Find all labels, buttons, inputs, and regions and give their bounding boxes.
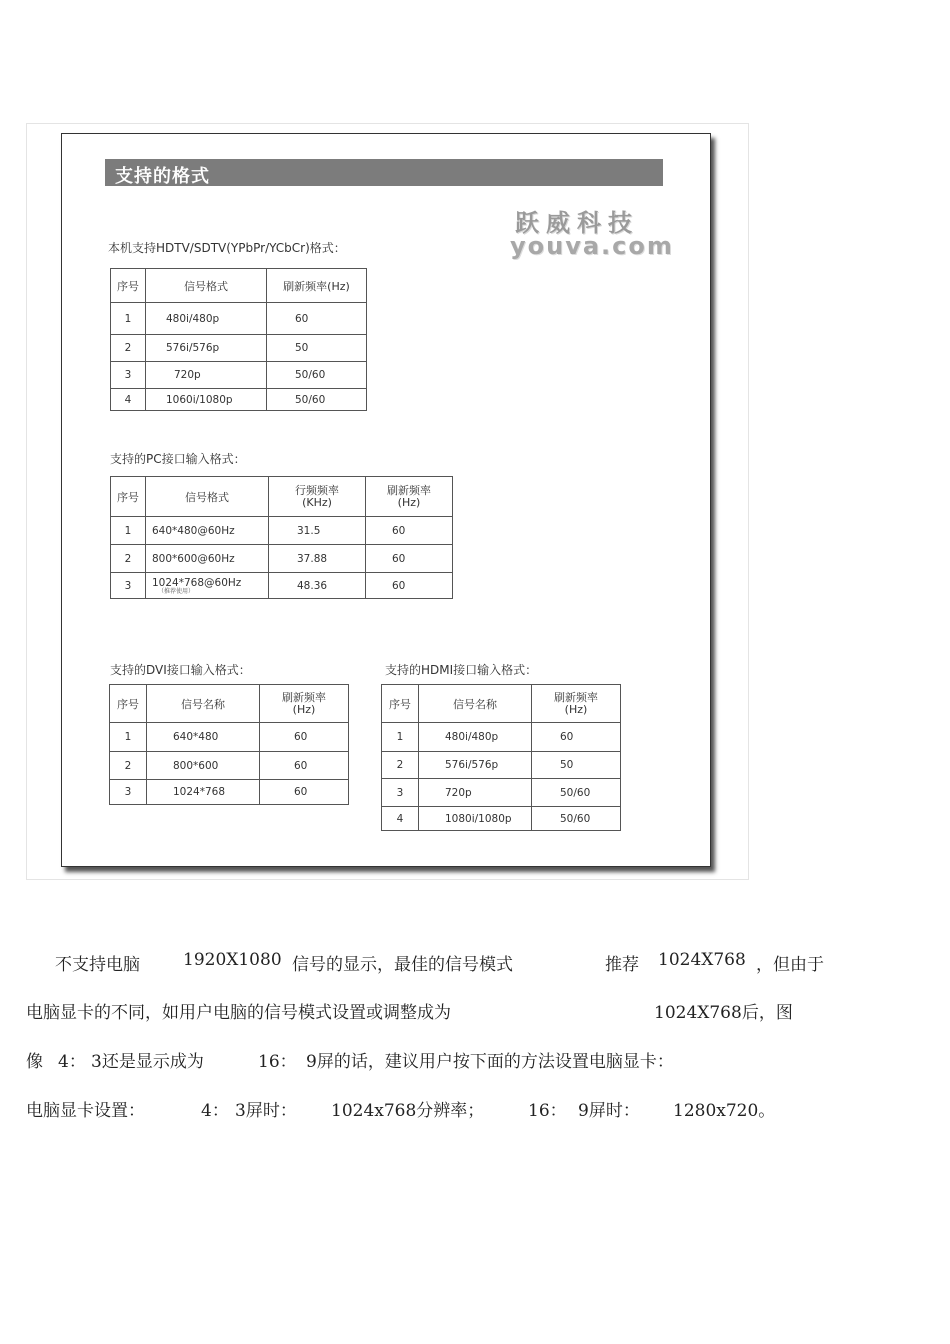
table-row [110, 780, 349, 805]
table-row [110, 752, 349, 780]
table-cell: 2 [110, 752, 147, 780]
paragraph-line-3 [0, 1047, 950, 1077]
text-run: 3还是显示成为 [91, 1052, 204, 1072]
text-run: 电脑显卡的不同，如用户电脑的信号模式设置或调整成为 [26, 1003, 451, 1023]
hdmi-caption: 支持的HDMI接口输入格式： [385, 663, 538, 677]
table-cell: 576i/576p [146, 335, 267, 362]
header-cell: 信号名称 [419, 685, 532, 723]
header-cell: 序号 [382, 685, 419, 723]
table-cell: 60 [366, 573, 453, 599]
table-cell: 1 [382, 723, 419, 752]
dvi-caption: 支持的DVI接口输入格式： [110, 663, 251, 677]
table-cell: 1060i/1080p [146, 389, 267, 411]
header-cell [269, 477, 366, 517]
text-run: 1280x720。 [673, 1101, 776, 1121]
watermark-en: youva.com [510, 232, 674, 260]
table-cell: 1024*768 [147, 780, 260, 805]
table-cell: 800*600 [147, 752, 260, 780]
table-row [111, 517, 453, 545]
header-cell: 信号格式 [146, 477, 269, 517]
table-cell: 480i/480p [146, 303, 267, 335]
table-cell: 4 [382, 807, 419, 831]
table-cell: 50 [267, 335, 367, 362]
table-cell: 60 [532, 723, 621, 752]
table-row [382, 779, 621, 807]
text-run: 电脑显卡设置： [26, 1101, 145, 1121]
table-cell-text: 1024*768@60Hz [152, 576, 242, 589]
table-header-row [382, 685, 621, 723]
header-cell: 刷新频率(Hz) [267, 269, 367, 303]
header-cell [366, 477, 453, 517]
text-run: 9屏时： [578, 1101, 640, 1121]
table-header-row [110, 685, 349, 723]
table-cell: 800*600@60Hz [146, 545, 269, 573]
header-line: (KHz) [302, 495, 332, 509]
text-run: 1024X768后，图 [654, 1003, 793, 1023]
table-cell: 576i/576p [419, 752, 532, 779]
text-run: 9屏的话，建议用户按下面的方法设置电脑显卡： [306, 1052, 674, 1072]
table-row [111, 303, 367, 335]
text-run: 4： [58, 1052, 86, 1072]
dvi-table [109, 684, 349, 805]
text-run: ，但由于 [756, 955, 824, 975]
table-cell: 50/60 [532, 807, 621, 831]
figure-title-bar [105, 159, 663, 186]
table-cell: 50 [532, 752, 621, 779]
table-cell: 1080i/1080p [419, 807, 532, 831]
header-line: (Hz) [564, 702, 588, 716]
table-row [111, 335, 367, 362]
figure-title: 支持的格式 [115, 166, 210, 187]
table-cell: 1 [111, 517, 146, 545]
header-line: 刷新频率 [282, 690, 326, 704]
hdmi-table [381, 684, 621, 831]
table-row [111, 545, 453, 573]
table-cell: 640*480@60Hz [146, 517, 269, 545]
hdtv-caption: 本机支持HDTV/SDTV(YPbPr/YCbCr)格式： [108, 241, 346, 255]
table-cell: 3 [111, 362, 146, 389]
table-cell: 60 [260, 752, 349, 780]
table-row [382, 723, 621, 752]
table-cell: 640*480 [147, 723, 260, 752]
header-line: (Hz) [292, 702, 316, 716]
text-run: 不支持电脑 [55, 955, 140, 975]
table-cell: 60 [267, 303, 367, 335]
table-cell: 60 [366, 545, 453, 573]
pc-table [110, 476, 453, 599]
table-row [382, 752, 621, 779]
table-cell: 3 [110, 780, 147, 805]
text-run: 4： [201, 1101, 229, 1121]
header-cell: 序号 [111, 477, 146, 517]
text-run: 16： [528, 1101, 567, 1121]
table-cell: 50/60 [267, 389, 367, 411]
header-cell: 信号格式 [146, 269, 267, 303]
paragraph-line-2 [0, 998, 950, 1028]
text-run: 信号的显示，最佳的信号模式 [292, 955, 513, 975]
paragraph-line-1 [0, 950, 950, 980]
header-cell [260, 685, 349, 723]
table-cell: 48.36 [269, 573, 366, 599]
table-cell: 4 [111, 389, 146, 411]
table-cell: 60 [366, 517, 453, 545]
text-run: 1920X1080 [183, 950, 282, 970]
table-cell: 1 [110, 723, 147, 752]
table-row [111, 389, 367, 411]
text-run: 像 [26, 1052, 43, 1072]
table-row [111, 362, 367, 389]
table-cell: 3 [111, 573, 146, 599]
table-cell: 2 [111, 545, 146, 573]
table-cell: 2 [111, 335, 146, 362]
text-run: 1024x768分辨率； [331, 1101, 485, 1121]
header-line: 行频频率 [295, 483, 339, 497]
header-cell: 序号 [111, 269, 146, 303]
table-row [110, 723, 349, 752]
paragraph-line-4 [0, 1096, 950, 1126]
table-row [111, 573, 453, 599]
table-cell: 720p [419, 779, 532, 807]
table-cell: 50/60 [267, 362, 367, 389]
table-cell: 60 [260, 723, 349, 752]
header-cell [532, 685, 621, 723]
header-line: (Hz) [397, 495, 421, 509]
pc-caption: 支持的PC接口输入格式： [110, 452, 246, 466]
table-cell-note: （推荐使用） [158, 587, 195, 595]
table-cell: 3 [382, 779, 419, 807]
header-line: 刷新频率 [554, 690, 598, 704]
header-line: 刷新频率 [387, 483, 431, 497]
text-run: 1024X768 [658, 950, 746, 970]
text-run: 16： [258, 1052, 297, 1072]
table-cell: 2 [382, 752, 419, 779]
hdtv-table [110, 268, 367, 411]
table-cell: 60 [260, 780, 349, 805]
table-cell [146, 573, 269, 599]
table-cell: 31.5 [269, 517, 366, 545]
table-cell: 50/60 [532, 779, 621, 807]
table-header-row [111, 477, 453, 517]
text-run: 3屏时： [235, 1101, 297, 1121]
table-header-row [111, 269, 367, 303]
header-cell: 信号名称 [147, 685, 260, 723]
table-cell: 720p [146, 362, 267, 389]
table-row [382, 807, 621, 831]
header-cell: 序号 [110, 685, 147, 723]
table-cell: 1 [111, 303, 146, 335]
text-run: 推荐 [605, 955, 639, 975]
table-cell: 480i/480p [419, 723, 532, 752]
table-cell: 37.88 [269, 545, 366, 573]
watermark-cn: 跃威科技 [515, 209, 639, 237]
